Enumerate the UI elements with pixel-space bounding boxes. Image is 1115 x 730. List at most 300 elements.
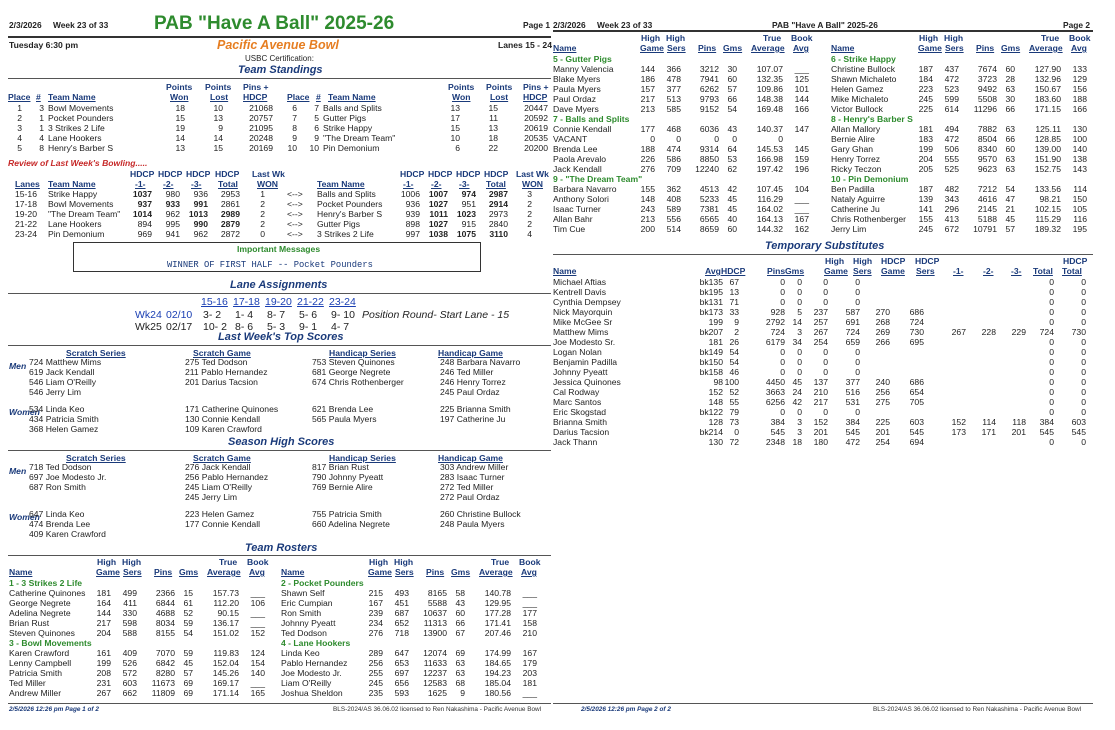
- score-entry: 256 Pablo Hernandez: [185, 472, 269, 482]
- review-vs: <-->: [287, 229, 303, 239]
- standing-place: 3: [17, 123, 22, 133]
- roster-gms: 68: [455, 678, 465, 688]
- roster-name: Adelina Negrete: [9, 608, 71, 618]
- subs-cell: 0: [1081, 277, 1086, 287]
- standing-lost: 13: [488, 123, 498, 133]
- subs-cell: 137: [813, 377, 828, 387]
- roster-header: Book: [247, 557, 269, 567]
- roster-high-sers: 482: [944, 184, 959, 194]
- roster-avg: 164.13: [756, 214, 783, 224]
- standing-pins: 20757: [249, 113, 273, 123]
- score-entry: 619 Jack Kendall: [29, 367, 95, 377]
- subs-cell: 545: [1039, 427, 1054, 437]
- lane-pair: 9- 1: [299, 321, 318, 333]
- standing-won: 15: [175, 113, 185, 123]
- score-entry: 177 Connie Kendall: [185, 519, 261, 529]
- roster-gms: 66: [1005, 134, 1015, 144]
- standing-num: 1: [39, 113, 44, 123]
- review-g1: 969: [137, 229, 152, 239]
- review-team: Strike Happy: [48, 189, 98, 199]
- score-entry: 245 Paul Ordaz: [440, 387, 500, 397]
- score-entry: 474 Brenda Lee: [29, 519, 91, 529]
- hdr-points: Points: [486, 82, 513, 92]
- center-name: Pacific Avenue Bowl: [217, 38, 339, 52]
- subs-cell: 472: [845, 437, 860, 447]
- roster-high-game: 256: [368, 658, 383, 668]
- subs-cell: 6256: [765, 397, 785, 407]
- subs-cell: 0: [797, 297, 802, 307]
- subs-cell: 73: [729, 417, 739, 427]
- standing-place: 8: [292, 123, 297, 133]
- subs-cell: 0: [823, 357, 828, 367]
- roster-gms: 53: [727, 154, 737, 164]
- review-header: -2-: [163, 179, 174, 189]
- subs-cell: 152: [708, 387, 723, 397]
- review-lanes: 19-20: [15, 209, 37, 219]
- subs-cell: 199: [708, 317, 723, 327]
- roster-gms: 69: [455, 648, 465, 658]
- roster-name: Brenda Lee: [553, 144, 598, 154]
- roster-gms: 45: [727, 204, 737, 214]
- lane-date: 02/10: [166, 309, 193, 321]
- message-text: WINNER OF FIRST HALF -- Pocket Pounders: [167, 260, 373, 270]
- standing-lost: 15: [488, 103, 498, 113]
- lane-pair: 5- 3: [267, 321, 286, 333]
- subs-cell: 13: [729, 287, 739, 297]
- roster-high-game: 289: [368, 648, 383, 658]
- standing-num: 1: [39, 123, 44, 133]
- roster-avg: 140.37: [756, 124, 783, 134]
- score-category: Scratch Series: [66, 348, 126, 358]
- review-header: Last Wk: [252, 169, 285, 179]
- roster-book: ___: [794, 204, 809, 214]
- roster-avg: 184.65: [484, 658, 511, 668]
- roster-high-sers: 603: [122, 678, 137, 688]
- roster-pins: 8165: [427, 588, 447, 598]
- subs-cell: 256: [875, 387, 890, 397]
- subs-cell: Michael Aftias: [553, 277, 607, 287]
- roster-avg: 127.90: [1034, 64, 1061, 74]
- subs-cell: 54: [729, 357, 739, 367]
- roster-book: 138: [1072, 154, 1087, 164]
- standing-team: Strike Happy: [323, 123, 373, 133]
- roster-header: Average: [207, 567, 241, 577]
- score-entry: 565 Paula Myers: [312, 414, 377, 424]
- roster-name: Joshua Sheldon: [281, 688, 343, 698]
- score-entry: 647 Linda Keo: [29, 509, 85, 519]
- roster-team-name: 8 - Henry's Barber S: [831, 114, 913, 124]
- roster-avg: 98.21: [1039, 194, 1061, 204]
- subs-cell: Cynthia Dempsey: [553, 297, 621, 307]
- standing-num: 7: [314, 103, 319, 113]
- review-team: Lane Hookers: [48, 219, 102, 229]
- roster-pins: 11313: [423, 618, 447, 628]
- hdr-lost: Lost: [210, 92, 229, 102]
- standing-team: "The Dream Team": [323, 133, 396, 143]
- men-label: Men: [9, 466, 27, 476]
- roster-avg: 90.15: [217, 608, 239, 618]
- subs-cell: 237: [813, 307, 828, 317]
- roster-pins: 7212: [977, 184, 997, 194]
- roster-avg: 164.02: [756, 204, 783, 214]
- subs-cell: 148: [708, 397, 723, 407]
- roster-pins: 12240: [695, 164, 719, 174]
- review-header: -2-: [431, 179, 442, 189]
- roster-name: Ben Padilla: [831, 184, 875, 194]
- subs-header: Name: [553, 266, 577, 276]
- roster-high-game: 245: [918, 94, 933, 104]
- subs-cell: 228: [981, 327, 996, 337]
- roster-header: Sers: [667, 43, 686, 53]
- roster-high-sers: 598: [122, 618, 137, 628]
- roster-book: 196: [794, 164, 809, 174]
- lane-date: 02/17: [166, 321, 193, 333]
- roster-high-game: 208: [96, 668, 111, 678]
- lane-pair-header: 15-16: [201, 296, 228, 308]
- review-total: 2987: [488, 189, 508, 199]
- subs-cell: 26: [729, 337, 739, 347]
- roster-high-game: 187: [918, 184, 933, 194]
- roster-pins: 12237: [423, 668, 447, 678]
- review-team: "The Dream Team": [48, 209, 121, 219]
- roster-book: 133: [1072, 64, 1087, 74]
- subs-header: -1-: [953, 266, 964, 276]
- roster-high-game: 204: [918, 154, 933, 164]
- score-category: Scratch Series: [66, 453, 126, 463]
- roster-gms: 69: [183, 678, 193, 688]
- roster-pins: 2366: [155, 588, 175, 598]
- subs-cell: 6179: [765, 337, 785, 347]
- roster-book: 177: [522, 608, 537, 618]
- roster-high-sers: 499: [122, 588, 137, 598]
- subs-cell: 0: [734, 427, 739, 437]
- subs-cell: 54: [729, 347, 739, 357]
- roster-high-game: 226: [640, 154, 655, 164]
- review-g3: 990: [193, 219, 208, 229]
- subs-cell: 52: [729, 387, 739, 397]
- review-g2: 1038: [428, 229, 448, 239]
- roster-header: Book: [791, 33, 813, 43]
- subs-cell: 0: [823, 347, 828, 357]
- subs-cell: 257: [813, 317, 828, 327]
- hdr-team: Team Name: [328, 92, 376, 102]
- roster-gms: 45: [183, 658, 193, 668]
- roster-gms: 54: [727, 104, 737, 114]
- roster-name: Helen Gamez: [831, 84, 884, 94]
- subs-cell: 275: [875, 397, 890, 407]
- score-entry: 276 Jack Kendall: [185, 462, 251, 472]
- subs-cell: 0: [780, 347, 785, 357]
- subs-cell: bk195: [699, 287, 723, 297]
- roster-avg: 152.04: [212, 658, 239, 668]
- roster-high-game: 276: [640, 164, 655, 174]
- roster-pins: 11296: [973, 104, 997, 114]
- review-team: Balls and Splits: [317, 189, 376, 199]
- roster-book: 167: [794, 214, 809, 224]
- standing-num: 4: [39, 133, 44, 143]
- subs-cell: 0: [855, 277, 860, 287]
- roster-pins: 6565: [699, 214, 719, 224]
- roster-name: Johnny Pyeatt: [281, 618, 336, 628]
- roster-name: Steven Quinones: [9, 628, 75, 638]
- standing-team: Pin Demonium: [323, 143, 380, 153]
- subs-cell: 531: [845, 397, 860, 407]
- subs-cell: 0: [855, 287, 860, 297]
- subs-cell: 695: [909, 337, 924, 347]
- roster-high-game: 223: [918, 84, 933, 94]
- score-entry: 130 Connie Kendall: [185, 414, 261, 424]
- review-header: Last Wk: [516, 169, 549, 179]
- subs-cell: 654: [909, 387, 924, 397]
- subs-cell: 0: [1049, 277, 1054, 287]
- roster-pins: 6844: [155, 598, 175, 608]
- standing-num: 8: [39, 143, 44, 153]
- roster-high-game: 184: [918, 74, 933, 84]
- roster-book: 114: [1073, 184, 1087, 194]
- score-entry: 697 Joe Modesto Jr.: [29, 472, 107, 482]
- page-number: Page 2: [1063, 20, 1091, 30]
- review-header: -1-: [135, 179, 146, 189]
- lane-pair: 4- 7: [331, 321, 350, 333]
- roster-gms: 45: [727, 194, 737, 204]
- roster-avg: 151.02: [212, 628, 239, 638]
- review-g2: 962: [165, 209, 180, 219]
- standing-place: 4: [17, 133, 22, 143]
- roster-high-sers: 614: [944, 104, 959, 114]
- roster-high-game: 144: [640, 64, 655, 74]
- score-entry: 681 George Negrete: [312, 367, 391, 377]
- roster-name: Paola Arevalo: [553, 154, 607, 164]
- review-g1: 1014: [132, 209, 152, 219]
- roster-book: 156: [1072, 84, 1087, 94]
- score-entry: 409 Karen Crawford: [29, 529, 106, 539]
- subs-cell: 603: [1071, 417, 1086, 427]
- roster-name: Liam O'Reilly: [281, 678, 332, 688]
- standing-team: 3 Strikes 2 Life: [48, 123, 105, 133]
- review-g3: 951: [461, 199, 476, 209]
- roster-high-sers: 525: [944, 164, 959, 174]
- subs-cell: 928: [770, 307, 785, 317]
- roster-header: Average: [751, 43, 785, 53]
- score-entry: 534 Linda Keo: [29, 404, 85, 414]
- roster-book: 154: [250, 658, 265, 668]
- roster-high-game: 243: [640, 204, 655, 214]
- subs-cell: 46: [729, 367, 739, 377]
- roster-header: Average: [479, 567, 513, 577]
- roster-team-name: 9 - "The Dream Team": [553, 174, 643, 184]
- roster-name: Manny Valencia: [553, 64, 614, 74]
- subs-cell: 210: [813, 387, 828, 397]
- roster-gms: 60: [1005, 144, 1015, 154]
- roster-name: Ricky Teczon: [831, 164, 882, 174]
- subs-cell: 152: [951, 417, 966, 427]
- review-total: 2872: [220, 229, 240, 239]
- roster-book: 101: [794, 84, 809, 94]
- roster-header: Sers: [123, 567, 142, 577]
- subs-header: Game: [824, 266, 848, 276]
- roster-high-game: 199: [96, 658, 111, 668]
- standing-won: 6: [455, 143, 460, 153]
- score-entry: 790 Johnny Pyeatt: [312, 472, 384, 482]
- roster-avg: 119.83: [213, 648, 239, 658]
- subs-cell: 724: [1039, 327, 1054, 337]
- roster-high-sers: 647: [394, 648, 409, 658]
- subs-header: -2-: [983, 266, 994, 276]
- league-title: PAB "Have A Ball" 2025-26: [154, 13, 395, 34]
- roster-pins: 8659: [699, 224, 719, 234]
- subs-cell: 240: [875, 377, 890, 387]
- score-entry: 368 Helen Gamez: [29, 424, 99, 434]
- standing-pins: 20535: [524, 133, 548, 143]
- roster-high-sers: 472: [944, 74, 959, 84]
- roster-high-game: 200: [640, 224, 655, 234]
- subs-header: HDCP: [1063, 256, 1088, 266]
- roster-name: Eric Cumpian: [281, 598, 333, 608]
- review-g1: 1006: [400, 189, 420, 199]
- review-total: 2879: [220, 219, 240, 229]
- review-won: 4: [527, 229, 532, 239]
- subs-cell: Jack Thann: [553, 437, 598, 447]
- subs-cell: 14: [792, 317, 802, 327]
- roster-high-game: 181: [96, 588, 111, 598]
- subs-cell: 384: [845, 417, 860, 427]
- roster-name: George Negrete: [9, 598, 71, 608]
- hdr-won: Won: [170, 92, 189, 102]
- roster-book: 144: [794, 94, 809, 104]
- roster-pins: 8340: [977, 144, 997, 154]
- day-time: Tuesday 6:30 pm: [9, 40, 79, 50]
- roster-high-sers: 585: [666, 104, 681, 114]
- roster-high-sers: 377: [666, 84, 681, 94]
- roster-book: 166: [794, 104, 809, 114]
- subs-cell: 128: [708, 417, 723, 427]
- subs-cell: 516: [845, 387, 860, 397]
- roster-pins: 8850: [699, 154, 719, 164]
- roster-name: Henry Torrez: [831, 154, 881, 164]
- review-g3: 936: [193, 189, 208, 199]
- roster-book: 140: [1072, 144, 1087, 154]
- subs-cell: 0: [1049, 407, 1054, 417]
- review-g2: 1011: [429, 209, 448, 219]
- subs-cell: 0: [1049, 347, 1054, 357]
- roster-gms: 59: [183, 648, 193, 658]
- review-header: HDCP: [400, 169, 425, 179]
- hdr-pins: Pins +: [523, 82, 549, 92]
- roster-header: Avg: [249, 567, 265, 577]
- roster-gms: 60: [727, 74, 737, 84]
- roster-avg: 109.86: [756, 84, 783, 94]
- women-label: Women: [9, 512, 40, 522]
- roster-high-sers: 468: [666, 124, 681, 134]
- roster-high-sers: 526: [122, 658, 137, 668]
- roster-avg: 125.11: [1035, 124, 1061, 134]
- roster-high-game: 239: [368, 608, 383, 618]
- standing-won: 15: [450, 123, 460, 133]
- subs-cell: 377: [845, 377, 860, 387]
- roster-name: Catherine Quinones: [9, 588, 86, 598]
- review-vs: <-->: [287, 199, 303, 209]
- roster-pins: 10637: [423, 608, 447, 618]
- review-header: -1-: [403, 179, 414, 189]
- roster-name: Gary Ghan: [831, 144, 874, 154]
- roster-avg: 157.73: [212, 588, 239, 598]
- review-header: WON: [522, 179, 544, 189]
- roster-high-sers: 474: [666, 144, 681, 154]
- score-entry: 753 Steven Quinones: [312, 357, 395, 367]
- roster-avg: 133.56: [1034, 184, 1061, 194]
- score-entry: 303 Andrew Miller: [440, 462, 509, 472]
- roster-name: Isaac Turner: [553, 204, 601, 214]
- subs-cell: 730: [909, 327, 924, 337]
- review-g2: 1027: [428, 219, 448, 229]
- score-category: Scratch Game: [193, 453, 251, 463]
- lane-pair-header: 21-22: [297, 296, 324, 308]
- standing-team: Bowl Movements: [48, 103, 114, 113]
- roster-header: Book: [519, 557, 541, 567]
- roster-gms: 66: [727, 94, 737, 104]
- subs-cell: 0: [1049, 437, 1054, 447]
- roster-header: Name: [281, 567, 305, 577]
- review-g3: 1013: [188, 209, 208, 219]
- score-entry: 211 Pablo Hernandez: [185, 367, 268, 377]
- roster-high-sers: 556: [666, 214, 681, 224]
- roster-book: 143: [1072, 164, 1087, 174]
- subs-cell: 0: [1049, 307, 1054, 317]
- roster-high-sers: 599: [944, 94, 959, 104]
- subs-cell: 705: [909, 397, 924, 407]
- roster-high-game: 225: [918, 104, 933, 114]
- subs-cell: 270: [875, 307, 890, 317]
- subs-cell: 691: [845, 317, 860, 327]
- standing-pins: 20169: [249, 143, 273, 153]
- subs-cell: 0: [1049, 337, 1054, 347]
- subs-cell: 267: [813, 327, 828, 337]
- review-team: Pin Demonium: [48, 229, 105, 239]
- roster-name: Bernie Alire: [831, 134, 875, 144]
- roster-high-game: 155: [640, 184, 655, 194]
- standing-place: 1: [17, 103, 22, 113]
- subs-cell: 0: [780, 297, 785, 307]
- roster-pins: 3212: [699, 64, 719, 74]
- roster-avg: 169.17: [212, 678, 239, 688]
- roster-avg: 132.35: [756, 74, 783, 84]
- subs-cell: 201: [1011, 427, 1026, 437]
- roster-name: Ron Smith: [281, 608, 322, 618]
- roster-gms: 42: [727, 184, 737, 194]
- roster-name: Christine Bullock: [831, 64, 895, 74]
- score-category: Scratch Game: [193, 348, 251, 358]
- roster-avg: 151.90: [1034, 154, 1061, 164]
- roster-header: Name: [553, 43, 577, 53]
- subs-cell: 24: [792, 387, 802, 397]
- subs-cell: 42: [792, 397, 802, 407]
- subs-cell: 98: [713, 377, 723, 387]
- roster-high-game: 148: [640, 194, 655, 204]
- roster-high-game: 215: [368, 588, 383, 598]
- roster-gms: 9: [460, 688, 465, 698]
- review-g3: 1023: [456, 209, 476, 219]
- review-won: 2: [527, 199, 532, 209]
- subs-cell: 0: [1049, 387, 1054, 397]
- lane-pair: 8- 6: [235, 321, 254, 333]
- roster-high-sers: 478: [666, 74, 681, 84]
- review-header: HDCP: [186, 169, 211, 179]
- score-category: Handicap Series: [329, 348, 396, 358]
- subs-cell: 173: [951, 427, 966, 437]
- roster-gms: 63: [1005, 164, 1015, 174]
- roster-high-game: 213: [640, 104, 655, 114]
- roster-avg: 107.07: [756, 64, 783, 74]
